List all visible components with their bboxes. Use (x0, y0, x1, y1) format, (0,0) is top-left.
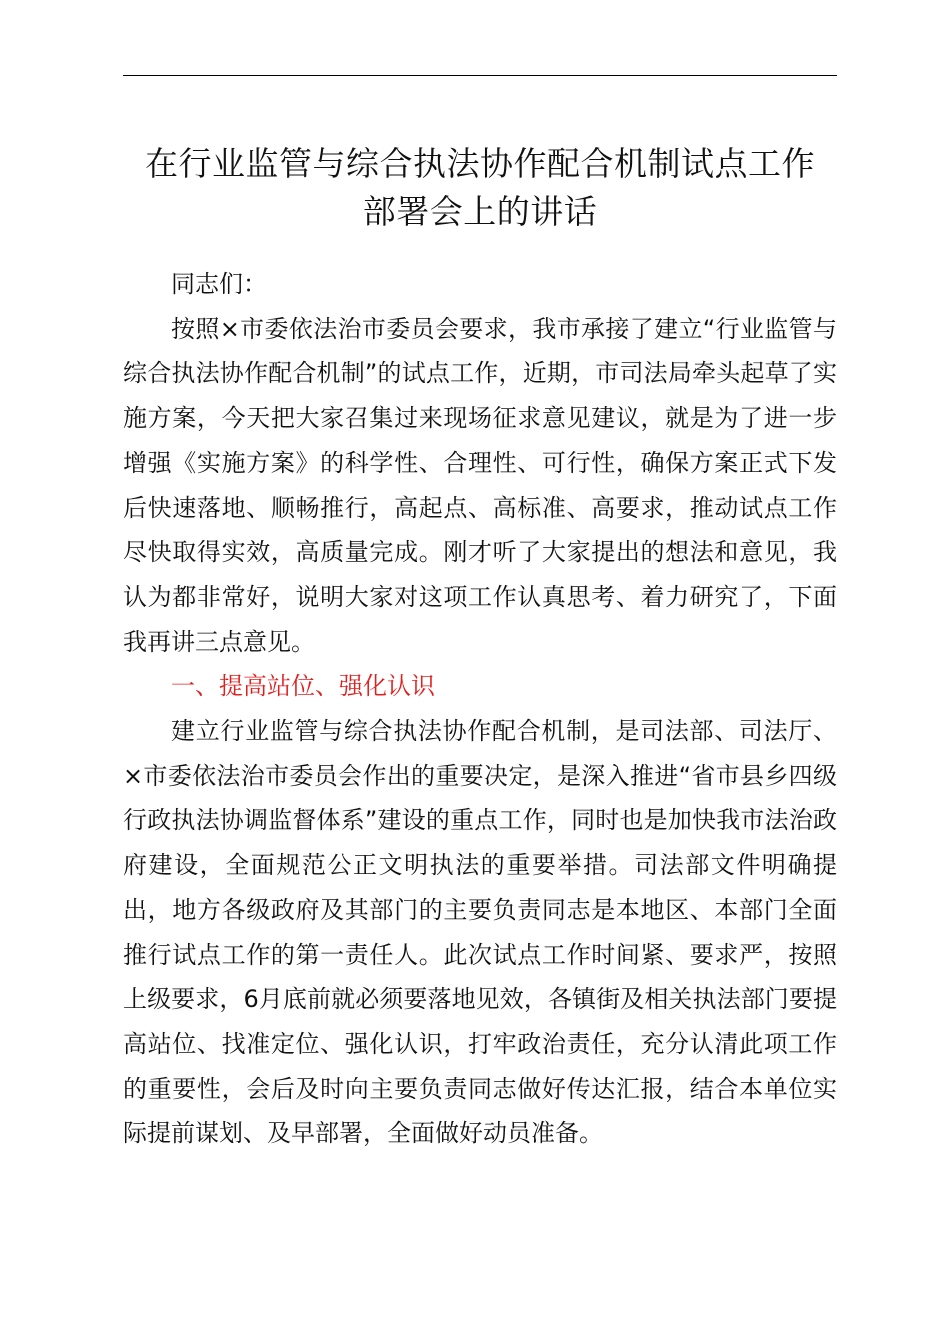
document-title (110, 140, 850, 236)
paragraph-intro: 按照×市委依法治市委员会要求，我市承接了建立“行业监管与综合执法协作配合机制”的试点工作，近期，市司法局牵头起草了实施方案，今天把大家召集过来现场征求意见建议，就是为了进一步增强《实施方案》的科学性、合理性、可行性，确保方案正式下发后快速落地、顺畅推行，高起点、高标准、高要求，推动试点工作尽快取得实效，高质量完成。刚才听了大家提出的想法和意见，我认为都非常好，说明大家对这项工作认真思考、着力研究了，下面我再讲三点意见。 (123, 314, 837, 656)
document-body (123, 262, 837, 1156)
title-line-1: 在行业监管与综合执法协作配合机制试点工作 (145, 144, 815, 183)
paragraph-section-1: 建立行业监管与综合执法协作配合机制，是司法部、司法厅、×市委依法治市委员会作出的重要决定，是深入推进“省市县乡四级行政执法协调监督体系”建设的重点工作，同时也是加快我市法治政府建设，全面规范公正文明执法的重要举措。司法部文件明确提出，地方各级政府及其部门的主要负责同志是本地区、本部门全面推行试点工作的第一责任人。此次试点工作时间紧、要求严，按照上级要求，6月底前就必须要落地见效，各镇街及相关执法部门要提高站位、找准定位、强化认识，打牢政治责任，充分认清此项工作的重要性，会后及时向主要负责同志做好传达汇报，结合本单位实际提前谋划、及早部署，全面做好动员准备。 (123, 717, 837, 1148)
header-rule (123, 75, 837, 76)
title-line-2: 部署会上的讲话 (362, 192, 598, 231)
salutation: 同志们： (171, 270, 267, 298)
section-heading-1: 一、提高站位、强化认识 (171, 672, 435, 701)
